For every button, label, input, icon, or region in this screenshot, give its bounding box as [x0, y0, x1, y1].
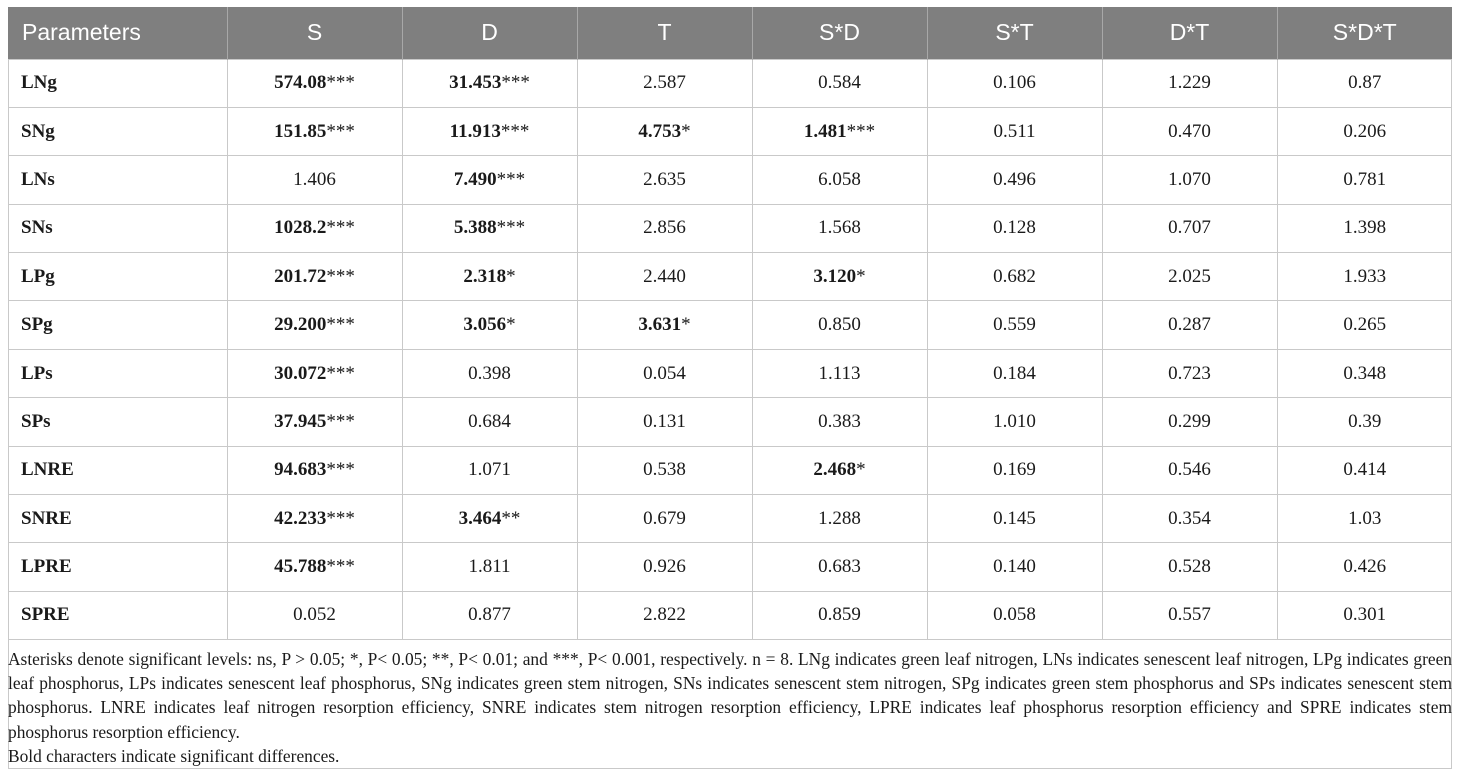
table-cell: [402, 107, 577, 155]
table-cell: [1102, 59, 1277, 107]
cell-value: 29.200: [274, 314, 327, 336]
table-row: [8, 204, 1452, 252]
table-cell: [402, 349, 577, 397]
table-cell: [1277, 349, 1452, 397]
table-cell: [402, 495, 577, 543]
table-cell: [227, 301, 402, 349]
cell-value: 0.414: [1343, 459, 1387, 481]
table-cell: [1277, 301, 1452, 349]
cell-value: 0.781: [1343, 168, 1387, 190]
cell-value: 0.679: [643, 507, 686, 529]
cell-value: 0.538: [643, 459, 686, 481]
cell-value: 574.08: [274, 72, 327, 94]
table-cell: [577, 156, 752, 204]
cell-value: 0.106: [993, 72, 1036, 94]
table-cell: [402, 301, 577, 349]
cell-value: 0.877: [468, 604, 511, 626]
table-cell: [227, 446, 402, 494]
cell-value: 1.406: [293, 168, 336, 190]
table-cell: [1102, 301, 1277, 349]
significance-stars: *: [506, 314, 516, 336]
cell-value: 0.496: [993, 168, 1036, 190]
anova-table: [8, 7, 1452, 640]
significance-stars: **: [501, 507, 521, 529]
cell-value: 1.070: [1168, 168, 1211, 190]
table-cell: [927, 107, 1102, 155]
table-cell: [1102, 543, 1277, 591]
table-cell: [1277, 204, 1452, 252]
cell-value: 201.72: [274, 265, 327, 287]
cell-value: 0.287: [1168, 314, 1211, 336]
table-cell: [927, 204, 1102, 252]
cell-value: 0.723: [1168, 362, 1211, 384]
cell-value: 4.753: [638, 120, 682, 142]
cell-value: 0.707: [1168, 217, 1211, 239]
cell-value: 6.058: [818, 168, 861, 190]
table-cell: [927, 398, 1102, 446]
footnote-abbreviations: Asterisks denote significant levels: ns, P > 0.05; *, P< 0.05; **, P< 0.01; and ***, P< 0.001, respectively. n = 8. LNg indicates green leaf nitrogen, LNs indicates senescent leaf nitrogen, LPg indicates green leaf phosphorus, LPs indicates senescent leaf phosphorus, SNg indicates green stem nitrogen, SNs indicates senescent stem nitrogen, SPg indicates green stem phosphorus and SPs indicates senescent stem phosphorus. LNRE indicates leaf nitrogen resorption efficiency, SNRE indicates stem nitrogen resorption efficiency, LPRE indicates leaf phosphorus resorption efficiency and SPRE indicates stem phosphorus resorption efficiency.: [8, 649, 1452, 742]
table-cell: [927, 591, 1102, 639]
table-cell: [402, 398, 577, 446]
row-label: LPRE: [8, 543, 227, 591]
table-row: [8, 107, 1452, 155]
table-cell: [752, 59, 927, 107]
table-cell: [402, 59, 577, 107]
table-row: [8, 349, 1452, 397]
header-d-t: D*T: [1102, 7, 1277, 59]
table-cell: [1277, 253, 1452, 301]
table-cell: [402, 446, 577, 494]
row-label: SNg: [8, 107, 227, 155]
table-cell: [927, 156, 1102, 204]
table-cell: [927, 446, 1102, 494]
significance-stars: ***: [501, 72, 530, 94]
significance-stars: ***: [326, 507, 355, 529]
header-s-t: S*T: [927, 7, 1102, 59]
table-cell: [927, 253, 1102, 301]
row-label: SNs: [8, 204, 227, 252]
table-cell: [402, 253, 577, 301]
table-cell: [752, 446, 927, 494]
significance-stars: ***: [496, 168, 526, 190]
cell-value: 3.631: [638, 314, 682, 336]
cell-value: 3.056: [463, 314, 507, 336]
table-cell: [577, 301, 752, 349]
header-row: [8, 7, 1452, 59]
table-cell: [1102, 253, 1277, 301]
cell-value: 1028.2: [274, 217, 327, 239]
table-cell: [927, 495, 1102, 543]
cell-value: 1.811: [468, 556, 511, 578]
table-cell: [577, 543, 752, 591]
table-cell: [1277, 156, 1452, 204]
significance-stars: *: [856, 459, 866, 481]
footnote-bold-note: Bold characters indicate significant differences.: [8, 745, 340, 766]
table-cell: [1277, 59, 1452, 107]
table-cell: [752, 253, 927, 301]
cell-value: 0.511: [993, 120, 1036, 142]
cell-value: 0.169: [993, 459, 1036, 481]
table-cell: [402, 591, 577, 639]
significance-stars: ***: [326, 72, 355, 94]
row-label: SPg: [8, 301, 227, 349]
table-row: [8, 156, 1452, 204]
cell-value: 0.128: [993, 217, 1036, 239]
header-parameters: Parameters: [8, 7, 227, 59]
significance-stars: ***: [326, 314, 355, 336]
table-cell: [1102, 156, 1277, 204]
table-row: [8, 591, 1452, 639]
anova-table-figure: [8, 7, 1452, 769]
table-footnote: [8, 642, 1452, 768]
table-cell: [402, 543, 577, 591]
table-cell: [577, 204, 752, 252]
table-cell: [752, 349, 927, 397]
table-cell: [927, 59, 1102, 107]
table-cell: [577, 349, 752, 397]
table-cell: [1102, 495, 1277, 543]
cell-value: 45.788: [274, 556, 327, 578]
cell-value: 0.054: [643, 362, 686, 384]
table-cell: [1102, 446, 1277, 494]
cell-value: 2.856: [643, 217, 686, 239]
table-cell: [227, 495, 402, 543]
cell-value: 2.468: [813, 459, 857, 481]
table-cell: [752, 107, 927, 155]
table-cell: [752, 398, 927, 446]
table-cell: [227, 156, 402, 204]
cell-value: 0.052: [293, 604, 336, 626]
cell-value: 0.470: [1168, 120, 1211, 142]
cell-value: 0.140: [993, 556, 1036, 578]
table-cell: [752, 301, 927, 349]
cell-value: 0.557: [1168, 604, 1211, 626]
significance-stars: ***: [500, 120, 530, 142]
table-cell: [227, 349, 402, 397]
cell-value: 0.559: [993, 314, 1036, 336]
table-cell: [1277, 495, 1452, 543]
table-cell: [227, 253, 402, 301]
cell-value: 2.025: [1168, 265, 1211, 287]
row-label: LNs: [8, 156, 227, 204]
table-cell: [752, 543, 927, 591]
cell-value: 2.318: [463, 265, 507, 287]
cell-value: 0.184: [993, 362, 1036, 384]
table-cell: [227, 59, 402, 107]
table-cell: [577, 591, 752, 639]
cell-value: 1.481: [803, 120, 847, 142]
table-cell: [227, 398, 402, 446]
cell-value: 7.490: [453, 168, 497, 190]
significance-stars: ***: [326, 362, 355, 384]
significance-stars: *: [856, 265, 866, 287]
table-cell: [1102, 204, 1277, 252]
table-cell: [227, 543, 402, 591]
table-cell: [752, 204, 927, 252]
row-label: LNg: [8, 59, 227, 107]
table-cell: [1277, 591, 1452, 639]
table-row: [8, 446, 1452, 494]
cell-value: 42.233: [274, 507, 327, 529]
row-label: SPs: [8, 398, 227, 446]
header-s: S: [227, 7, 402, 59]
table-cell: [1102, 398, 1277, 446]
cell-value: 0.383: [818, 410, 861, 432]
significance-stars: ***: [326, 265, 355, 287]
cell-value: 0.299: [1168, 410, 1211, 432]
table-cell: [577, 446, 752, 494]
table-cell: [577, 495, 752, 543]
table-cell: [577, 253, 752, 301]
cell-value: 0.426: [1343, 556, 1387, 578]
cell-value: 3.464: [458, 507, 502, 529]
significance-stars: ***: [846, 120, 876, 142]
table-row: [8, 543, 1452, 591]
header-s-d-t: S*D*T: [1277, 7, 1452, 59]
header-s-d: S*D: [752, 7, 927, 59]
significance-stars: *: [681, 120, 691, 142]
cell-value: 2.440: [643, 265, 686, 287]
row-label: SNRE: [8, 495, 227, 543]
table-cell: [752, 495, 927, 543]
table-cell: [1277, 398, 1452, 446]
cell-value: 0.926: [643, 556, 686, 578]
cell-value: 2.822: [643, 604, 686, 626]
significance-stars: ***: [326, 410, 355, 432]
table-cell: [577, 59, 752, 107]
table-cell: [1277, 446, 1452, 494]
table-body: [8, 59, 1452, 640]
table-header: [8, 7, 1452, 59]
cell-value: 1.010: [993, 410, 1036, 432]
cell-value: 2.587: [643, 72, 686, 94]
table-cell: [1102, 107, 1277, 155]
header-d: D: [402, 7, 577, 59]
table-cell: [1277, 107, 1452, 155]
cell-value: 0.301: [1343, 604, 1387, 626]
table-cell: [402, 156, 577, 204]
significance-stars: ***: [326, 217, 355, 239]
cell-value: 1.071: [468, 459, 511, 481]
cell-value: 2.635: [643, 168, 686, 190]
table-row: [8, 301, 1452, 349]
significance-stars: ***: [326, 556, 355, 578]
cell-value: 94.683: [274, 459, 327, 481]
row-label: LPg: [8, 253, 227, 301]
row-label: LNRE: [8, 446, 227, 494]
cell-value: 0.683: [818, 556, 861, 578]
cell-value: 0.39: [1348, 410, 1382, 432]
cell-value: 151.85: [274, 120, 327, 142]
table-cell: [402, 204, 577, 252]
cell-value: 0.684: [468, 410, 511, 432]
cell-value: 0.87: [1348, 72, 1382, 94]
cell-value: 0.131: [643, 410, 686, 432]
cell-value: 0.354: [1168, 507, 1211, 529]
table-row: [8, 398, 1452, 446]
table-row: [8, 59, 1452, 107]
cell-value: 1.03: [1348, 507, 1382, 529]
cell-value: 0.859: [818, 604, 861, 626]
table-cell: [927, 349, 1102, 397]
cell-value: 0.682: [993, 265, 1036, 287]
table-cell: [227, 107, 402, 155]
cell-value: 0.206: [1343, 120, 1387, 142]
significance-stars: ***: [326, 120, 355, 142]
table-row: [8, 253, 1452, 301]
row-label: LPs: [8, 349, 227, 397]
cell-value: 0.145: [993, 507, 1036, 529]
cell-value: 1.568: [818, 217, 861, 239]
table-cell: [1277, 543, 1452, 591]
significance-stars: *: [681, 314, 691, 336]
cell-value: 0.546: [1168, 459, 1211, 481]
significance-stars: *: [506, 265, 516, 287]
cell-value: 1.398: [1343, 217, 1387, 239]
cell-value: 1.288: [818, 507, 861, 529]
table-cell: [227, 591, 402, 639]
cell-value: 3.120: [813, 265, 857, 287]
table-cell: [577, 107, 752, 155]
significance-stars: ***: [496, 217, 526, 239]
row-label: SPRE: [8, 591, 227, 639]
cell-value: 0.058: [993, 604, 1036, 626]
table-cell: [1102, 349, 1277, 397]
table-cell: [927, 543, 1102, 591]
table-cell: [1102, 591, 1277, 639]
table-cell: [752, 591, 927, 639]
table-cell: [227, 204, 402, 252]
cell-value: 37.945: [274, 410, 327, 432]
table-cell: [752, 156, 927, 204]
cell-value: 0.398: [468, 362, 511, 384]
cell-value: 30.072: [274, 362, 327, 384]
cell-value: 31.453: [449, 72, 502, 94]
cell-value: 5.388: [453, 217, 497, 239]
significance-stars: ***: [326, 459, 355, 481]
cell-value: 0.584: [818, 72, 861, 94]
header-t: T: [577, 7, 752, 59]
cell-value: 0.850: [818, 314, 861, 336]
table-row: [8, 495, 1452, 543]
cell-value: 1.229: [1168, 72, 1211, 94]
cell-value: 1.113: [818, 362, 861, 384]
cell-value: 11.913: [449, 120, 501, 142]
cell-value: 1.933: [1343, 265, 1387, 287]
cell-value: 0.348: [1343, 362, 1387, 384]
cell-value: 0.265: [1343, 314, 1387, 336]
cell-value: 0.528: [1168, 556, 1211, 578]
table-cell: [577, 398, 752, 446]
table-cell: [927, 301, 1102, 349]
